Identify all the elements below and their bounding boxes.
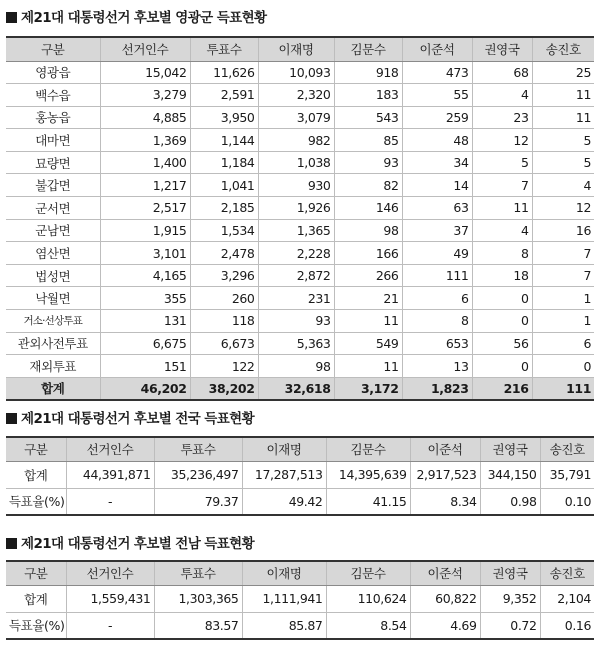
value-cell: 6	[402, 287, 472, 310]
value-cell: 6,673	[190, 332, 258, 355]
table-row	[6, 106, 594, 129]
value-cell: 34	[402, 151, 472, 174]
value-cell: 918	[334, 61, 402, 84]
table-row	[6, 488, 594, 515]
table-row	[6, 264, 594, 287]
value-cell: 930	[258, 174, 334, 197]
column-header: 송진호	[532, 37, 594, 61]
value-cell: 473	[402, 61, 472, 84]
column-header: 구분	[6, 561, 66, 585]
table-row	[6, 585, 594, 612]
value-cell: 2,104	[540, 585, 594, 612]
value-cell: 2,185	[190, 197, 258, 220]
section-title-jeonnam: 제21대 대통령선거 후보별 전남 득표현황	[6, 532, 254, 552]
row-label-cell: 묘량면	[6, 151, 100, 174]
column-header: 이재명	[242, 437, 326, 461]
value-cell: 231	[258, 287, 334, 310]
value-cell: 1,926	[258, 197, 334, 220]
row-label-cell: 군서면	[6, 197, 100, 220]
value-cell: 0	[472, 287, 532, 310]
value-cell: 98	[258, 355, 334, 378]
value-cell: 98	[334, 219, 402, 242]
value-cell: 4,165	[100, 264, 190, 287]
value-cell: 151	[100, 355, 190, 378]
column-header: 이재명	[242, 561, 326, 585]
column-header: 송진호	[540, 437, 594, 461]
value-cell: 4.69	[410, 612, 480, 639]
value-cell: 4	[472, 219, 532, 242]
value-cell: 49.42	[242, 488, 326, 515]
value-cell: 48	[402, 129, 472, 152]
column-header: 선거인수	[100, 37, 190, 61]
value-cell: 8	[402, 310, 472, 333]
value-cell: 1,144	[190, 129, 258, 152]
value-cell: 110,624	[326, 585, 410, 612]
value-cell: 15,042	[100, 61, 190, 84]
value-cell: 2,917,523	[410, 461, 480, 488]
column-header: 권영국	[472, 37, 532, 61]
value-cell: 0.16	[540, 612, 594, 639]
value-cell: 111	[532, 377, 594, 400]
value-cell: 1,303,365	[154, 585, 242, 612]
value-cell: 146	[334, 197, 402, 220]
value-cell: 2,872	[258, 264, 334, 287]
value-cell: 93	[334, 151, 402, 174]
value-cell: 7	[532, 264, 594, 287]
value-cell: 260	[190, 287, 258, 310]
square-bullet-icon	[6, 413, 17, 424]
row-label-cell: 불갑면	[6, 174, 100, 197]
value-cell: 1,111,941	[242, 585, 326, 612]
yeonggwang-results-table	[6, 36, 594, 401]
value-cell: 11,626	[190, 61, 258, 84]
table-header-row	[6, 437, 594, 461]
value-cell: 1,823	[402, 377, 472, 400]
table-row	[6, 332, 594, 355]
value-cell: 55	[402, 84, 472, 107]
value-cell: 355	[100, 287, 190, 310]
value-cell: 216	[472, 377, 532, 400]
value-cell: 0	[472, 355, 532, 378]
table-row	[6, 151, 594, 174]
value-cell: 166	[334, 242, 402, 265]
table-row	[6, 242, 594, 265]
value-cell: 1,184	[190, 151, 258, 174]
value-cell: 7	[532, 242, 594, 265]
value-cell: 4	[472, 84, 532, 107]
row-label-cell: 홍농읍	[6, 106, 100, 129]
value-cell: 0	[472, 310, 532, 333]
column-header: 이재명	[258, 37, 334, 61]
value-cell: 10,093	[258, 61, 334, 84]
value-cell: 82	[334, 174, 402, 197]
value-cell: 1,400	[100, 151, 190, 174]
value-cell: 122	[190, 355, 258, 378]
value-cell: 2,320	[258, 84, 334, 107]
value-cell: 2,591	[190, 84, 258, 107]
value-cell: 5,363	[258, 332, 334, 355]
value-cell: 1,217	[100, 174, 190, 197]
table-row	[6, 197, 594, 220]
row-label-cell: 군남면	[6, 219, 100, 242]
value-cell: 11	[334, 355, 402, 378]
value-cell: 68	[472, 61, 532, 84]
value-cell: 35,791	[540, 461, 594, 488]
value-cell: 83.57	[154, 612, 242, 639]
value-cell: 3,950	[190, 106, 258, 129]
table-row	[6, 219, 594, 242]
value-cell: 8.34	[410, 488, 480, 515]
column-header: 구분	[6, 437, 66, 461]
value-cell: 3,296	[190, 264, 258, 287]
value-cell: 13	[402, 355, 472, 378]
table-row	[6, 310, 594, 333]
value-cell: 44,391,871	[66, 461, 154, 488]
column-header: 송진호	[540, 561, 594, 585]
value-cell: 0.72	[480, 612, 540, 639]
value-cell: 1,365	[258, 219, 334, 242]
column-header: 이준석	[410, 437, 480, 461]
value-cell: 259	[402, 106, 472, 129]
value-cell: -	[66, 612, 154, 639]
value-cell: 8.54	[326, 612, 410, 639]
value-cell: 131	[100, 310, 190, 333]
column-header: 김문수	[326, 437, 410, 461]
value-cell: 16	[532, 219, 594, 242]
column-header: 김문수	[334, 37, 402, 61]
value-cell: 79.37	[154, 488, 242, 515]
value-cell: 38,202	[190, 377, 258, 400]
value-cell: 9,352	[480, 585, 540, 612]
table-row	[6, 355, 594, 378]
value-cell: 5	[532, 151, 594, 174]
value-cell: 23	[472, 106, 532, 129]
row-label-cell: 득표율(%)	[6, 488, 66, 515]
value-cell: 6	[532, 332, 594, 355]
row-label-cell: 법성면	[6, 264, 100, 287]
row-label-cell: 대마면	[6, 129, 100, 152]
value-cell: 46,202	[100, 377, 190, 400]
value-cell: 21	[334, 287, 402, 310]
value-cell: 1	[532, 310, 594, 333]
row-label-cell: 거소·선상투표	[6, 310, 100, 333]
table-row	[6, 461, 594, 488]
row-label-cell: 백수읍	[6, 84, 100, 107]
table-row	[6, 174, 594, 197]
column-header: 권영국	[480, 437, 540, 461]
value-cell: 5	[472, 151, 532, 174]
table-row	[6, 287, 594, 310]
value-cell: 12	[532, 197, 594, 220]
value-cell: 93	[258, 310, 334, 333]
value-cell: 183	[334, 84, 402, 107]
value-cell: 2,228	[258, 242, 334, 265]
value-cell: 1,915	[100, 219, 190, 242]
section-title-yeonggwang: 제21대 대통령선거 후보별 영광군 득표현황	[6, 6, 266, 26]
value-cell: 11	[532, 84, 594, 107]
column-header: 김문수	[326, 561, 410, 585]
value-cell: 344,150	[480, 461, 540, 488]
value-cell: 5	[532, 129, 594, 152]
value-cell: 49	[402, 242, 472, 265]
row-label-cell: 재외투표	[6, 355, 100, 378]
value-cell: 982	[258, 129, 334, 152]
column-header: 권영국	[480, 561, 540, 585]
national-results-table	[6, 436, 594, 516]
value-cell: 18	[472, 264, 532, 287]
table-row	[6, 129, 594, 152]
value-cell: 7	[472, 174, 532, 197]
value-cell: 1,038	[258, 151, 334, 174]
value-cell: 11	[472, 197, 532, 220]
column-header: 구분	[6, 37, 100, 61]
value-cell: 8	[472, 242, 532, 265]
value-cell: 1,041	[190, 174, 258, 197]
value-cell: 1,559,431	[66, 585, 154, 612]
value-cell: 85	[334, 129, 402, 152]
value-cell: -	[66, 488, 154, 515]
row-label-cell: 합계	[6, 461, 66, 488]
value-cell: 1	[532, 287, 594, 310]
value-cell: 0.98	[480, 488, 540, 515]
table-header-row	[6, 561, 594, 585]
value-cell: 1,534	[190, 219, 258, 242]
value-cell: 37	[402, 219, 472, 242]
table-header-row	[6, 37, 594, 61]
square-bullet-icon	[6, 538, 17, 549]
column-header: 이준석	[402, 37, 472, 61]
value-cell: 14	[402, 174, 472, 197]
table-row	[6, 61, 594, 84]
row-label-cell: 합계	[6, 585, 66, 612]
value-cell: 11	[532, 106, 594, 129]
column-header: 이준석	[410, 561, 480, 585]
value-cell: 85.87	[242, 612, 326, 639]
value-cell: 543	[334, 106, 402, 129]
value-cell: 2,517	[100, 197, 190, 220]
table-row	[6, 377, 594, 400]
value-cell: 6,675	[100, 332, 190, 355]
row-label-cell: 득표율(%)	[6, 612, 66, 639]
value-cell: 35,236,497	[154, 461, 242, 488]
value-cell: 14,395,639	[326, 461, 410, 488]
column-header: 투표수	[154, 437, 242, 461]
column-header: 투표수	[190, 37, 258, 61]
column-header: 선거인수	[66, 561, 154, 585]
value-cell: 17,287,513	[242, 461, 326, 488]
row-label-cell: 영광읍	[6, 61, 100, 84]
value-cell: 2,478	[190, 242, 258, 265]
value-cell: 32,618	[258, 377, 334, 400]
value-cell: 3,279	[100, 84, 190, 107]
row-label-cell: 관외사전투표	[6, 332, 100, 355]
table-row	[6, 612, 594, 639]
value-cell: 111	[402, 264, 472, 287]
table-row	[6, 84, 594, 107]
value-cell: 653	[402, 332, 472, 355]
value-cell: 41.15	[326, 488, 410, 515]
column-header: 선거인수	[66, 437, 154, 461]
value-cell: 63	[402, 197, 472, 220]
value-cell: 266	[334, 264, 402, 287]
value-cell: 0	[532, 355, 594, 378]
value-cell: 11	[334, 310, 402, 333]
row-label-cell: 염산면	[6, 242, 100, 265]
square-bullet-icon	[6, 12, 17, 23]
value-cell: 0.10	[540, 488, 594, 515]
value-cell: 4,885	[100, 106, 190, 129]
value-cell: 3,101	[100, 242, 190, 265]
value-cell: 56	[472, 332, 532, 355]
value-cell: 60,822	[410, 585, 480, 612]
value-cell: 549	[334, 332, 402, 355]
value-cell: 4	[532, 174, 594, 197]
section-title-national: 제21대 대통령선거 후보별 전국 득표현황	[6, 407, 254, 427]
value-cell: 118	[190, 310, 258, 333]
value-cell: 25	[532, 61, 594, 84]
value-cell: 3,079	[258, 106, 334, 129]
value-cell: 3,172	[334, 377, 402, 400]
row-label-cell: 낙월면	[6, 287, 100, 310]
value-cell: 12	[472, 129, 532, 152]
jeonnam-results-table	[6, 560, 594, 640]
value-cell: 1,369	[100, 129, 190, 152]
column-header: 투표수	[154, 561, 242, 585]
row-label-cell: 합계	[6, 377, 100, 400]
